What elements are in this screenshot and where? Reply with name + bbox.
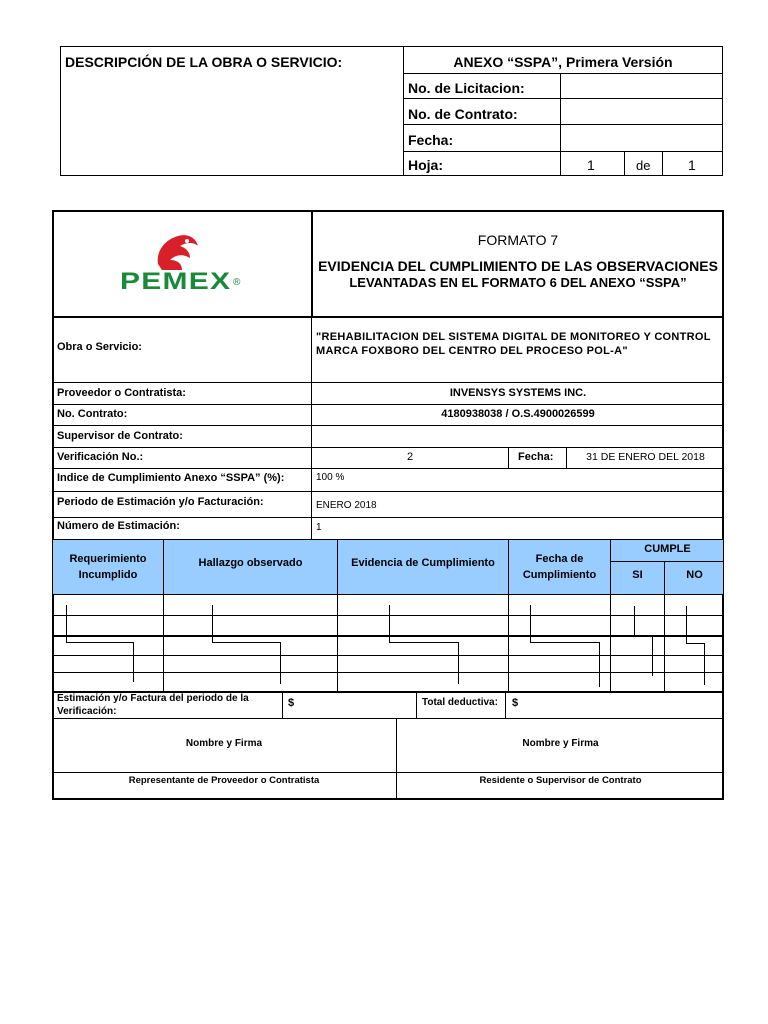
estimacion-label-line2: Verificación: — [57, 706, 117, 717]
divider — [52, 635, 724, 637]
connector-line — [686, 643, 704, 644]
pemex-registered-mark: ® — [233, 277, 241, 288]
fecha-field-value: 31 DE ENERO DEL 2018 — [586, 451, 705, 463]
total-deductiva-label: Total deductiva: — [422, 697, 498, 708]
col-fecha-line2: Cumplimiento — [522, 569, 597, 581]
connector-line — [599, 642, 600, 687]
divider — [560, 73, 561, 176]
divider — [505, 691, 506, 718]
col-si: SI — [632, 569, 643, 581]
pemex-eagle-icon — [150, 230, 202, 272]
divider — [52, 425, 724, 426]
col-hallazgo: Hallazgo observado — [198, 557, 303, 569]
divider — [52, 404, 724, 405]
connector-line — [66, 605, 67, 642]
connector-line — [133, 642, 134, 682]
connector-line — [389, 642, 458, 643]
divider — [52, 517, 724, 518]
divider — [416, 691, 417, 718]
hoja-label: Hoja: — [408, 157, 443, 173]
divider — [403, 151, 723, 152]
indice-label: Indice de Cumplimiento Anexo “SSPA” (%): — [57, 472, 285, 484]
col-requerimiento-line2: Incumplido — [78, 569, 138, 581]
col-no: NO — [686, 569, 703, 581]
divider — [662, 151, 663, 176]
pemex-logo-text: PEMEX — [120, 268, 232, 295]
divider — [52, 539, 724, 540]
connector-line — [458, 642, 459, 684]
form-title-line2: LEVANTADAS EN EL FORMATO 6 DEL ANEXO “SSPA” — [349, 275, 687, 290]
numero-value: 1 — [316, 522, 322, 533]
contrato-label: No. de Contrato: — [408, 106, 518, 122]
divider — [52, 447, 724, 448]
divider — [52, 615, 724, 616]
connector-line — [66, 642, 133, 643]
nombre-firma-left: Nombre y Firma — [185, 738, 263, 749]
connector-line — [530, 642, 599, 643]
divider — [624, 151, 625, 176]
contrato-no-label: No. Contrato: — [57, 408, 128, 420]
obra-value-line2: MARCA FOXBORO DEL CENTRO DEL PROCESO POL-A" — [316, 345, 628, 357]
proveedor-value: INVENSYS SYSTEMS INC. — [449, 387, 587, 399]
connector-line — [704, 643, 705, 685]
anexo-title: ANEXO “SSPA”, Primera Versión — [453, 54, 673, 70]
divider — [52, 594, 724, 595]
col-fecha-line1: Fecha de — [535, 553, 584, 565]
divider — [396, 718, 397, 800]
divider — [52, 772, 724, 773]
total-currency: $ — [512, 697, 519, 709]
verificacion-value: 2 — [406, 451, 414, 463]
description-label: DESCRIPCIÓN DE LA OBRA O SERVICIO: — [65, 54, 343, 70]
residente-supervisor-label: Residente o Supervisor de Contrato — [479, 775, 642, 786]
divider — [52, 468, 724, 469]
divider — [403, 73, 723, 74]
hoja-total: 1 — [688, 157, 696, 173]
divider — [508, 447, 509, 468]
representante-proveedor-label: Representante de Proveedor o Contratista — [128, 775, 320, 786]
estimacion-label-line1: Estimación y/o Factura del periodo de la — [57, 693, 249, 704]
periodo-label: Periodo de Estimación y/o Facturación: — [57, 496, 264, 508]
connector-line — [686, 606, 687, 643]
contrato-no-value: 4180938038 / O.S.4900026599 — [441, 408, 595, 420]
fecha-field-label: Fecha: — [518, 451, 554, 463]
connector-line — [280, 642, 281, 684]
verificacion-label: Verificación No.: — [57, 451, 144, 463]
hoja-number: 1 — [587, 157, 595, 173]
periodo-value: ENERO 2018 — [316, 500, 377, 511]
connector-line — [634, 606, 635, 636]
divider — [403, 124, 723, 125]
supervisor-label: Supervisor de Contrato: — [57, 430, 183, 442]
col-evidencia: Evidencia de Cumplimiento — [351, 557, 495, 569]
fecha-label: Fecha: — [408, 132, 454, 148]
divider — [282, 691, 283, 718]
divider — [610, 561, 724, 562]
col-requerimiento-line1: Requerimiento — [69, 553, 147, 565]
proveedor-label: Proveedor o Contratista: — [57, 387, 186, 399]
obra-value-line1: "REHABILITACION DEL SISTEMA DIGITAL DE MONITOREO Y CONTROL — [316, 331, 711, 343]
divider — [52, 382, 724, 383]
connector-line — [530, 605, 531, 642]
form-title-line1: EVIDENCIA DEL CUMPLIMIENTO DE LAS OBSERVACIONES — [318, 258, 718, 274]
divider — [311, 317, 312, 539]
formato-number: FORMATO 7 — [477, 232, 559, 248]
connector-line — [212, 642, 280, 643]
connector-line — [212, 605, 213, 642]
connector-line — [652, 636, 653, 676]
numero-label: Número de Estimación: — [57, 520, 180, 532]
col-cumple: CUMPLE — [644, 543, 691, 555]
connector-line — [634, 636, 652, 637]
divider — [403, 98, 723, 99]
nombre-firma-right: Nombre y Firma — [522, 738, 599, 749]
estimacion-currency: $ — [288, 697, 295, 709]
divider — [52, 316, 724, 318]
divider — [52, 672, 724, 673]
connector-line — [389, 605, 390, 642]
indice-value: 100 % — [316, 472, 345, 483]
obra-label: Obra o Servicio: — [57, 341, 142, 353]
divider — [52, 655, 724, 656]
licitacion-label: No. de Licitacion: — [408, 80, 525, 96]
divider — [52, 718, 724, 719]
hoja-de: de — [636, 158, 651, 173]
divider — [52, 491, 724, 492]
